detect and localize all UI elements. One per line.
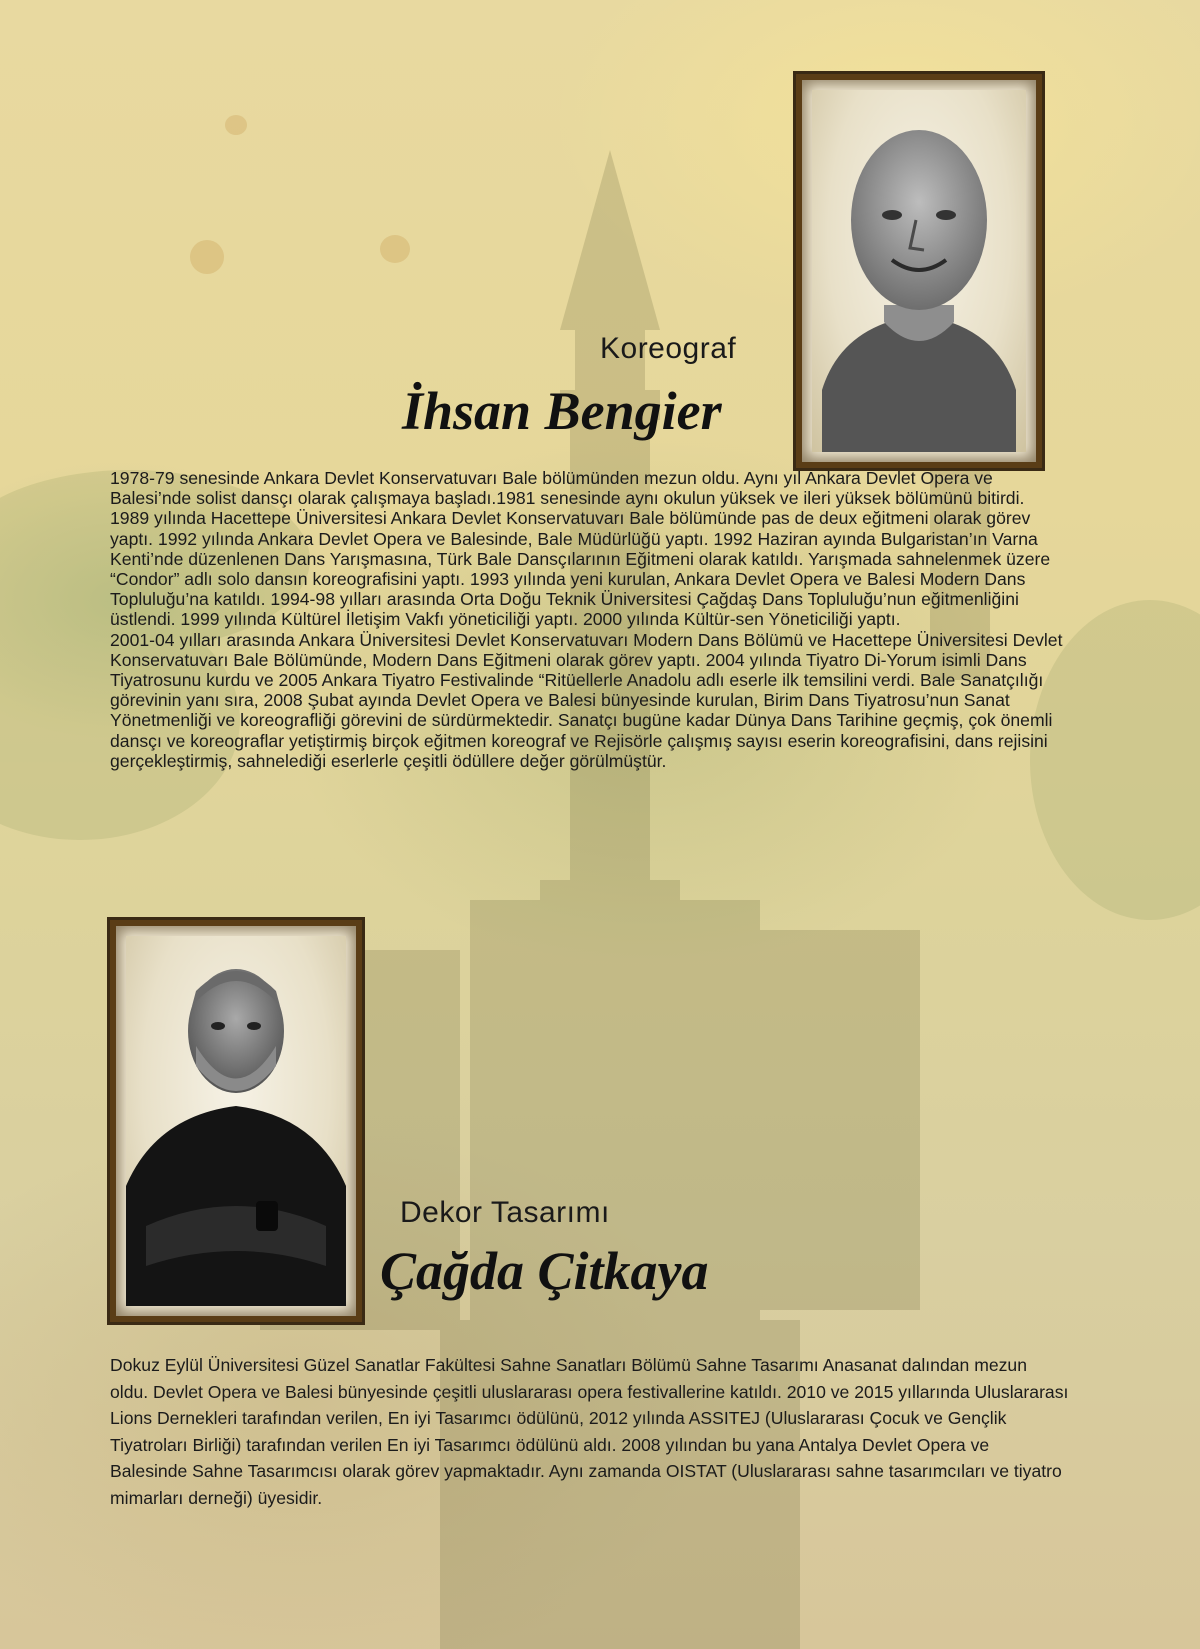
person-name-2: Çağda Çitkaya — [380, 1241, 709, 1301]
bio-paragraph: 1978-79 senesinde Ankara Devlet Konservatuvarı Bale bölümünden mezun oldu. Aynı yıl Ankara Devlet Opera ve Balesi’nde solist dansçı olarak çalışmaya başladı.1981 senesinde aynı okulun yüksek ve ileri yüksek bölümünü bitirdi. — [110, 468, 1025, 509]
portrait-photo-cagda — [126, 936, 346, 1306]
paper-stain — [190, 240, 224, 274]
person-name-1: İhsan Bengier — [402, 381, 722, 441]
bio-paragraph: 1989 yılında Hacettepe Üniversitesi Ankara Devlet Konservatuvarı Bale bölümünde pas de deux eğitmeni olarak görev yaptı. 1992 yılında Ankara Devlet Opera ve Balesinde, Bale Müdürlüğü yaptı. 1992 Haziran ayında Bulgaristan’ın Varna Kenti’nde düzenlenen Dans Yarışmasına, Türk Bale Dansçılarının Eğitmeni olarak katıldı. Yarışmada sahnelenmek üzere “Condor” adlı solo dansın koreografisini yaptı. 1993 yılında yeni kurulan, Ankara Devlet Opera ve Balesi Modern Dans Topluluğu’na katıldı. 1994-98 yılları arasında Orta Doğu Teknik Üniversitesi Çağdaş Dans Topluluğu’nun eğitmenliğini üstlendi. 1999 yılında Kültürel İletişim Vakfı yöneticiliği yaptı. 2000 yılında Kültür-sen Yöneticiliği yaptı. — [110, 508, 1051, 630]
paper-stain — [380, 235, 410, 263]
paper-stain — [225, 115, 247, 135]
role-label-2: Dekor Tasarımı — [400, 1196, 610, 1229]
portrait-frame-cagda — [110, 920, 362, 1322]
biography-2 — [110, 1352, 1070, 1511]
biography-1 — [110, 468, 1072, 771]
bio-paragraph: 2001-04 yılları arasında Ankara Üniversitesi Devlet Konservatuvarı Modern Dans Bölümü ve Hacettepe Üniversitesi Devlet Konservatuvarı Bale Bölümünde, Modern Dans Eğitmeni olarak görev yaptı. 2004 yılında Tiyatro Di-Yorum isimli Dans Tiyatrosunu kurdu ve 2005 Ankara Tiyatro Festivalinde “Ritüellerle Anadolu adlı eserle ilk temsilini verdi. Bale Sanatçılığı görevinin yanı sıra, 2008 Şubat ayında Devlet Opera ve Balesi bünyesinde kurulan, Birim Dans Tiyatrosu’nun Sanat Yönetmenliği ve koreografliği görevini de sürdürmektedir. Sanatçı bugüne kadar Dünya Dans Tarihine geçmiş, çok önemli dansçı ve koreograflar yetiştirmiş birçok eğitmen koreograf ve Rejisörle çalışmış sayısı eserin koreografisini, dans rejisini gerçekleştirmiş, sahnelediği eserlerle çeşitli ödüllere değer görülmüştür. — [110, 629, 1063, 771]
bio-paragraph: Dokuz Eylül Üniversitesi Güzel Sanatlar Fakültesi Sahne Sanatları Bölümü Sahne Tasarımı Anasanat dalından mezun oldu. Devlet Opera ve Balesi bünyesinde çeşitli uluslararası opera festivallerine katıldı. 2010 ve 2015 yıllarında Uluslararası Lions Dernekleri tarafından verilen, En iyi Tasarımcı ödülünü, 2012 yılında ASSITEJ (Uluslararası Çocuk ve Gençlik Tiyatroları Birliği) tarafından verilen En iyi Tasarımcı ödülünü aldı. 2008 yılından bu yana Antalya Devlet Opera ve Balesinde Sahne Tasarımcısı olarak görev yapmaktadır. Aynı zamanda OISTAT (Uluslararası sahne tasarımcıları ve tiyatro mimarları derneği) üyesidir. — [110, 1355, 1069, 1508]
portrait-photo-ihsan — [812, 90, 1026, 452]
portrait-frame-ihsan — [796, 74, 1042, 468]
person-portrait-icon — [812, 90, 1026, 452]
person-portrait-icon — [126, 936, 346, 1306]
role-label-1: Koreograf — [600, 332, 737, 365]
